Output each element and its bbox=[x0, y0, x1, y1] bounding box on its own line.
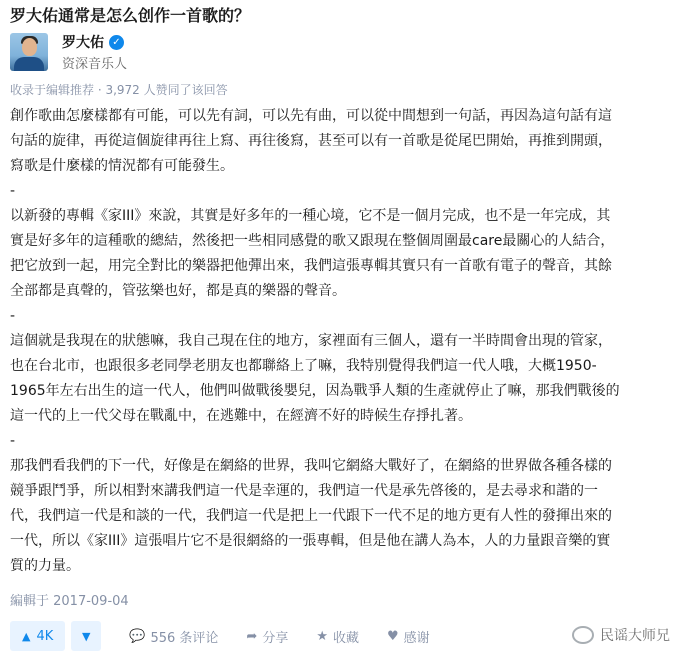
paragraph-separator: - bbox=[10, 433, 16, 449]
answer-line: 這一代的上一代父母在戰亂中，在逃難中，在經濟不好的時候生存掙扎著。 bbox=[10, 408, 472, 424]
share-label: 分享 bbox=[262, 630, 289, 646]
comments-button[interactable] bbox=[129, 627, 218, 646]
comment-icon: 💬 bbox=[129, 628, 146, 644]
answer-line: 全部都是真聲的，管弦樂也好，都是真的樂器的聲音。 bbox=[10, 283, 346, 299]
share-icon: ➦ bbox=[246, 628, 258, 644]
star-icon: ★ bbox=[316, 628, 328, 644]
collect-label: 收藏 bbox=[332, 630, 359, 646]
answer-line: 一代，所以《家III》這張唱片它不是很網絡的一張專輯，但是他在講人為本，人的力量跟音樂的實 bbox=[10, 533, 611, 549]
answer-meta: 收录于编辑推荐 · 3,972 人赞同了该回答 bbox=[10, 83, 228, 97]
paragraph-separator: - bbox=[10, 183, 16, 199]
answer-line: 那我們看我們的下一代，好像是在網絡的世界，我叫它網絡大戰好了，在網絡的世界做各種各樣的 bbox=[10, 458, 612, 474]
answer-line: 把它放到一起，用完全對比的樂器把他彈出來，我們這張專輯其實只有一首歌有電子的聲音，其餘 bbox=[10, 258, 612, 274]
author-name-row[interactable] bbox=[62, 32, 124, 52]
answer-line: 這個就是我現在的狀態嘛，我自己現在住的地方，家裡面有三個人，還有一半時間會出現的管家， bbox=[10, 333, 612, 349]
upvote-count: 4K bbox=[36, 628, 54, 644]
answer-line: 代，我們這一代是和談的一代，我們這一代是把上一代跟下一代不足的地方更有人性的發揮出來的 bbox=[10, 508, 612, 524]
downvote-button[interactable] bbox=[71, 621, 101, 651]
answer-line: 質的力量。 bbox=[10, 558, 80, 574]
watermark-text: 民谣大师兄 bbox=[600, 628, 670, 644]
answer-line: 競爭跟鬥爭，所以相對來講我們這一代是幸運的，我們這一代是承先啓後的，是去尋求和諧的一 bbox=[10, 483, 598, 499]
author-name[interactable]: 罗大佑 bbox=[62, 35, 104, 51]
upvote-button[interactable] bbox=[10, 621, 65, 651]
paragraph-separator: - bbox=[10, 308, 16, 324]
answer-line: 創作歌曲怎麼樣都有可能，可以先有詞，可以先有曲，可以從中間想到一句話，再因為這句話有這 bbox=[10, 108, 612, 124]
answer-body bbox=[10, 104, 674, 579]
wechat-logo-icon bbox=[572, 626, 594, 644]
comments-label: 556 条评论 bbox=[150, 630, 219, 646]
verified-badge-icon: ✓ bbox=[109, 35, 124, 50]
author-avatar[interactable] bbox=[10, 33, 48, 71]
answer-line: 寫歌是什麼樣的情況都有可能發生。 bbox=[10, 158, 234, 174]
watermark bbox=[572, 625, 670, 645]
triangle-up-icon: ▲ bbox=[22, 629, 31, 643]
thanks-label: 感谢 bbox=[403, 630, 430, 646]
thanks-button[interactable] bbox=[387, 627, 430, 646]
answer-line: 也在台北市，也跟很多老同學老朋友也都聯絡上了嘛，我特別覺得我們這一代人哦，大概1950- bbox=[10, 358, 597, 374]
heart-icon: ♥ bbox=[387, 628, 399, 644]
author-headline: 资深音乐人 bbox=[62, 57, 128, 72]
share-button[interactable] bbox=[246, 627, 288, 646]
triangle-down-icon: ▼ bbox=[82, 629, 91, 643]
edited-time[interactable]: 編輯于 2017-09-04 bbox=[10, 594, 129, 609]
answer-line: 句話的旋律，再從這個旋律再往上寫、再往後寫，甚至可以有一首歌是從尾巴開始，再推到開頭， bbox=[10, 133, 612, 149]
answer-line: 以新發的專輯《家III》來說，其實是好多年的一種心境，它不是一個月完成，也不是一年完成，其 bbox=[10, 208, 611, 224]
answer-line: 1965年左右出生的這一代人，他們叫做戰後嬰兒，因為戰爭人類的生產就停止了嘛，那我們戰後的 bbox=[10, 383, 620, 399]
answer-line: 實是好多年的這種歌的總結，然後把一些相同感覺的歌又跟現在整個周圍最care最關心的人結合， bbox=[10, 233, 615, 249]
collect-button[interactable] bbox=[316, 627, 359, 646]
question-title[interactable]: 罗大佑通常是怎么创作一首歌的？ bbox=[10, 6, 251, 25]
